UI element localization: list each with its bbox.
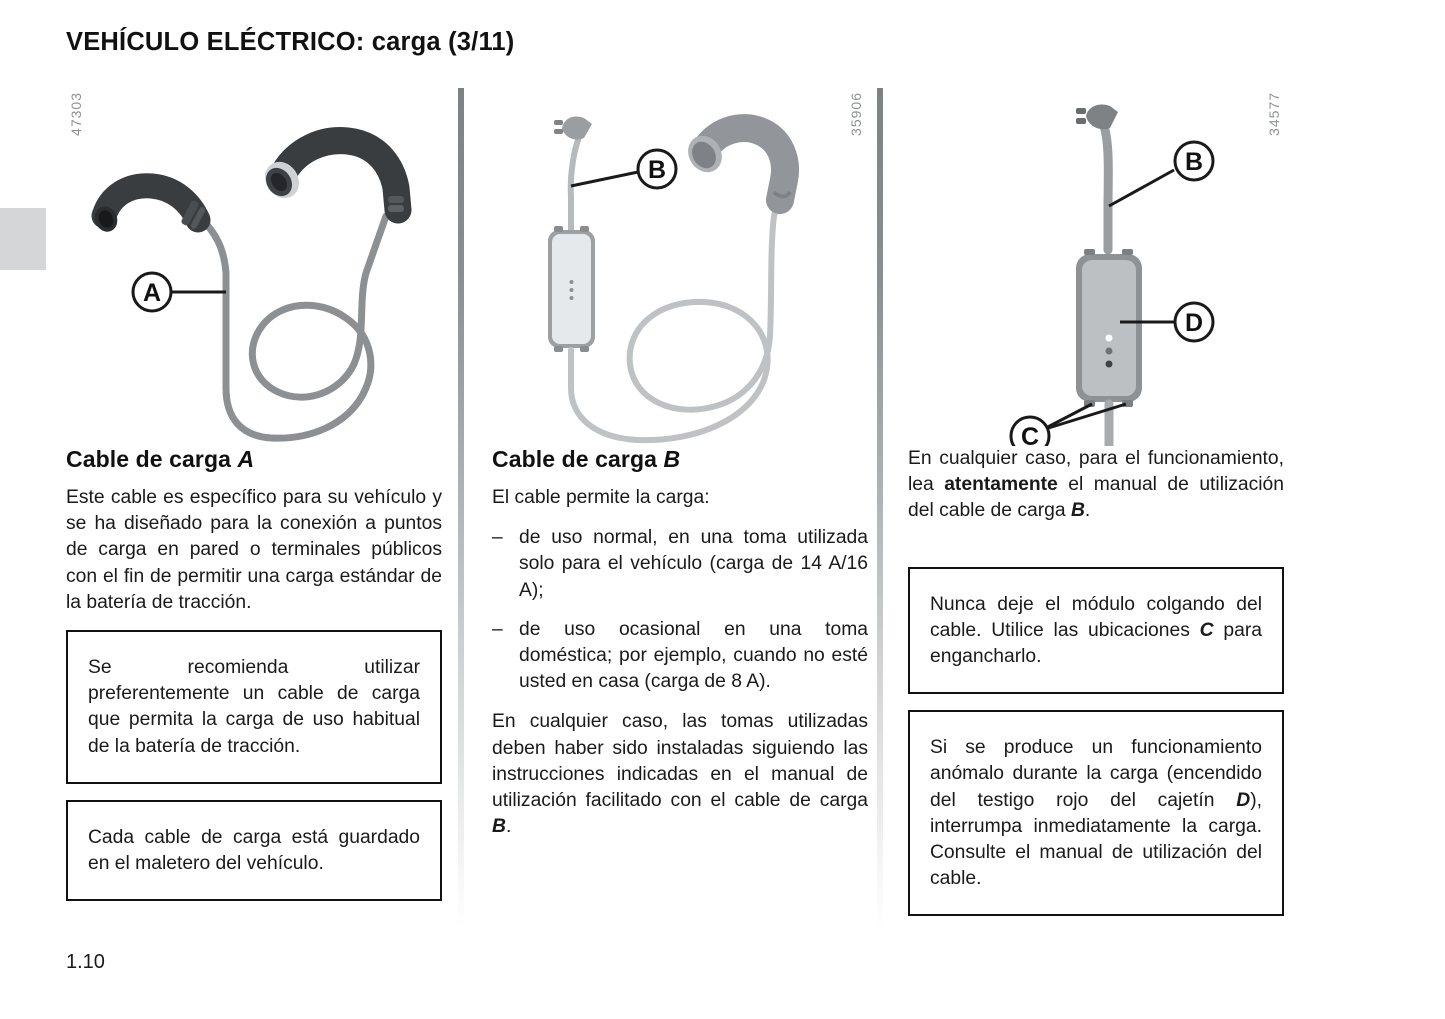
note-box-malfunction-text	[930, 735, 1262, 892]
note-box-recommendation-text: Se recomienda utilizar preferentemente un cable de carga que permita la carga de uso habitual de la batería de tracción.	[88, 657, 420, 757]
cable-b-usage-list	[492, 525, 868, 695]
paragraph-letter-b: B	[492, 816, 506, 838]
callout-a-letter: A	[142, 279, 162, 307]
callout-b-letter: B	[647, 156, 667, 184]
figure-reference-number: 34577	[1266, 92, 1282, 136]
heading-cable-b	[492, 446, 868, 473]
list-item	[492, 525, 868, 604]
dash-marker: –	[492, 527, 503, 549]
illustration-cable-a	[66, 88, 442, 446]
heading-cable-a-text: Cable de carga	[66, 446, 238, 472]
page-title: VEHÍCULO ELÉCTRICO: carga (3/11)	[66, 28, 515, 56]
note-box-module-hanging	[908, 567, 1284, 695]
paragraph-part-2: el manual de utilización del cable de carga	[908, 474, 1284, 522]
note-box-module-hanging-text	[930, 592, 1262, 671]
callout-b	[571, 150, 676, 188]
figure-charging-cable-b	[492, 88, 868, 446]
note-box-storage	[66, 800, 442, 901]
paragraph-read-manual	[908, 446, 1284, 525]
domestic-plug	[554, 116, 592, 139]
paragraph-part-2: .	[505, 816, 512, 838]
callout-d-letter: D	[1184, 309, 1204, 337]
list-item	[492, 617, 868, 696]
note-box-recommendation	[66, 630, 442, 784]
control-module	[548, 226, 595, 352]
dash-marker: –	[492, 618, 503, 640]
section-thumb-tab	[0, 208, 46, 270]
page-number: 1.10	[66, 951, 105, 973]
note-box-malfunction	[908, 710, 1284, 916]
control-module	[1076, 249, 1142, 407]
connector-right	[258, 141, 404, 212]
figure-cable-b-module	[908, 88, 1284, 446]
note-part-2: para engancharlo.	[930, 619, 1262, 668]
column-divider-2	[877, 88, 883, 928]
callout-a	[133, 273, 226, 311]
lead-cable-b: El cable permite la carga:	[492, 487, 710, 508]
column-three	[908, 88, 1284, 932]
column-two	[492, 88, 868, 854]
paragraph-bold-attentively: atentamente	[944, 474, 1058, 496]
heading-cable-b-text: Cable de carga	[492, 446, 664, 472]
illustration-cable-b	[492, 88, 868, 446]
figure-charging-cable-a	[66, 88, 442, 446]
callout-b	[1109, 142, 1213, 206]
domestic-plug	[1076, 104, 1118, 129]
note-part-2: ), interrumpa inmediatamente la carga. Consulte el manual de utilización del cable.	[930, 789, 1262, 890]
paragraph-cable-a: Este cable es específico para su vehículo y se ha diseñado para la conexión a puntos de carga en pared o terminales públicos con el fin de permitir una carga estándar de la batería de tracción.	[66, 487, 442, 613]
illustration-module	[908, 88, 1284, 446]
vehicle-connector	[681, 128, 790, 200]
column-divider-1	[458, 88, 464, 928]
note-part-1: Nunca deje el módulo colgando del cable. Utilice las ubicaciones	[930, 593, 1262, 641]
figure-reference-number: 47303	[68, 92, 84, 136]
paragraph-cable-b-sockets	[492, 709, 868, 840]
note-box-storage-text: Cada cable de carga está guardado en el maletero del vehículo.	[88, 826, 420, 875]
list-item-text: de uso normal, en una toma utilizada solo para el vehículo (carga de 14 A/16 A);	[519, 527, 868, 601]
paragraph-part-3: .	[1084, 500, 1091, 522]
heading-cable-b-letter: B	[663, 446, 681, 472]
paragraph-part-1: En cualquier caso, para el funcionamiento, lea	[908, 448, 1284, 496]
note-letter-d: D	[1236, 789, 1251, 811]
note-letter-c: C	[1199, 619, 1214, 641]
paragraph-part-1: En cualquier caso, las tomas utilizadas deben haber sido instaladas siguiendo las instrucciones indicadas en el manual de utilización facilitado con el cable de carga	[492, 711, 868, 812]
connector-left	[91, 186, 206, 235]
heading-cable-a	[66, 446, 442, 473]
note-part-1: Si se produce un funcionamiento anómalo durante la carga (encendido del testigo rojo del cajetín	[930, 737, 1262, 811]
paragraph-letter-b: B	[1070, 500, 1085, 522]
figure-reference-number: 35906	[848, 92, 864, 136]
callout-c-letter: C	[1020, 423, 1040, 446]
list-item-text: de uso ocasional en una toma doméstica; por ejemplo, cuando no esté usted en casa (carga de 8 A).	[519, 618, 868, 693]
heading-cable-a-letter: A	[237, 446, 255, 472]
callout-b-letter: B	[1184, 148, 1204, 176]
column-one	[66, 88, 442, 917]
